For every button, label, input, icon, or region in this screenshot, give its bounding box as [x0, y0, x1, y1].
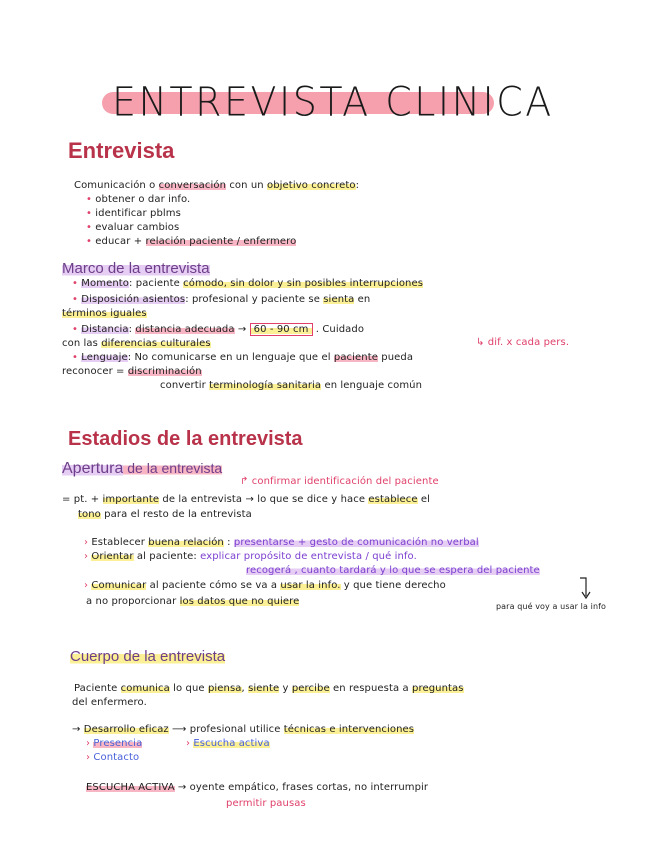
apertura-line2: tono para el resto de la entrevista [78, 509, 252, 520]
marco-distancia: • Distancia: distancia adecuada → 60 - 90 cm . Cuidado [72, 324, 365, 335]
apertura-item-comunicar-note: para qué voy a usar la info [496, 602, 607, 611]
apertura-item-orientar: › Orientar al paciente: explicar propósito de entrevista / qué info. [84, 551, 417, 562]
list-item: • evaluar cambios [86, 222, 180, 233]
cuerpo-line2: del enfermero. [72, 697, 147, 708]
cuerpo-sub-presencia: › Presencia [86, 738, 143, 749]
page-title: ENTREVISTA CLINICA [112, 78, 554, 126]
cuerpo-sub-contacto: › Contacto [86, 752, 140, 763]
apertura-note-top: ↱ confirmar identificación del paciente [240, 476, 439, 487]
marco-lenguaje: • Lenguaje: No comunicarse en un lenguaje que el paciente pueda [72, 352, 414, 363]
list-item: • identificar pblms [86, 208, 181, 219]
marco-lenguaje-line2: reconocer = discriminación [62, 366, 202, 377]
section-heading-entrevista: Entrevista [68, 138, 175, 163]
marco-disposicion-line2: términos iguales [62, 308, 147, 319]
cuerpo-escucha-activa: ESCUCHA ACTIVA → oyente empático, frases cortas, no interrumpir [86, 782, 429, 793]
cuerpo-escucha-note: permitir pausas [226, 798, 306, 809]
subheading-cuerpo: Cuerpo de la entrevista [70, 648, 226, 665]
entrevista-intro: Comunicación o conversación con un objetivo concreto: [74, 180, 360, 191]
cuerpo-sub-escucha: › Escucha activa [186, 738, 270, 749]
marco-distancia-note: ↳ dif. x cada pers. [476, 337, 570, 348]
arrow-down-icon [578, 574, 592, 602]
subheading-marco: Marco de la entrevista [62, 260, 210, 277]
marco-distancia-line2: con las diferencias culturales [62, 338, 211, 349]
apertura-item-comunicar: › Comunicar al paciente cómo se va a usar la info. y que tiene derecho [84, 580, 446, 591]
section-heading-estadios: Estadios de la entrevista [68, 428, 303, 450]
cuerpo-line1: Paciente comunica lo que piensa, siente y percibe en respuesta a preguntas [74, 683, 464, 694]
apertura-item-relacion: › Establecer buena relación : presentarse + gesto de comunicación no verbal [84, 537, 479, 548]
apertura-line1: = pt. + importante de la entrevista → lo que se dice y hace establece el [62, 494, 431, 505]
apertura-item-orientar-line2: recogerá , cuanto tardará y lo que se espera del paciente [246, 565, 540, 576]
cuerpo-desarrollo: → Desarrollo eficaz ⟶ profesional utilice técnicas e intervenciones [72, 724, 415, 735]
list-item: • obtener o dar info. [86, 194, 191, 205]
marco-disposicion: • Disposición asientos: profesional y paciente se sienta en [72, 294, 371, 305]
marco-lenguaje-line3: convertir terminología sanitaria en lenguaje común [160, 380, 423, 391]
list-item: • educar + relación paciente / enfermero [86, 236, 297, 247]
apertura-item-comunicar-line2: a no proporcionar los datos que no quiere [86, 596, 300, 607]
marco-momento: • Momento: paciente cómodo, sin dolor y sin posibles interrupciones [72, 278, 424, 289]
subheading-apertura: Apertura de la entrevista [62, 460, 223, 477]
